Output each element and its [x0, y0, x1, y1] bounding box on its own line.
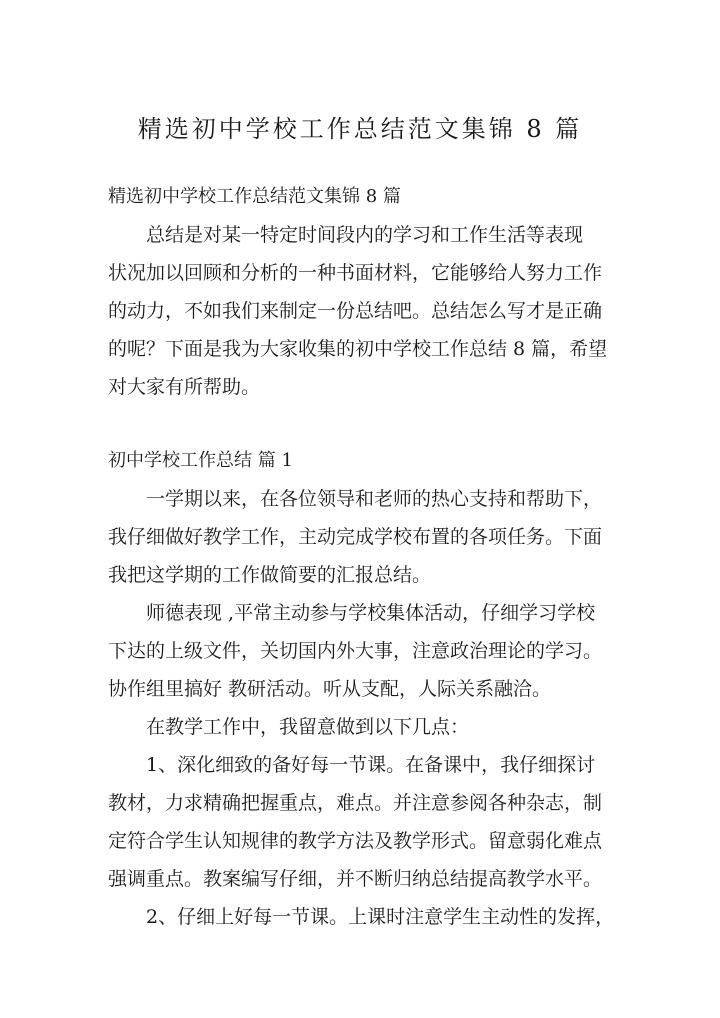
- text-line: 师德表现 ,平常主动参与学校集体活动，仔细学习学校: [108, 602, 596, 624]
- text-line: 教材，力求精确把握重点，难点。并注意参阅各种杂志，制: [108, 792, 603, 814]
- paragraph-1: [108, 480, 618, 594]
- text-line: 在教学工作中，我留意做到以下几点：: [108, 716, 470, 738]
- document-title: 精选初中学校工作总结范文集锦 8 篇: [137, 115, 583, 143]
- text-line: 2、仔细上好每一节课。上课时注意学生主动性的发挥，: [108, 906, 615, 928]
- text-line: 强调重点。教案编写仔细，并不断归纳总结提高教学水平。: [108, 868, 603, 890]
- text-line: 总结是对某一特定时间段内的学习和工作生活等表现: [108, 224, 584, 246]
- paragraph-3: [108, 708, 618, 746]
- text-line: 状况加以回顾和分析的一种书面材料，它能够给人努力工作: [108, 262, 603, 284]
- text-line: 协作组里搞好 教研活动。听从支配，人际关系融洽。: [108, 678, 552, 700]
- text-line: 定符合学生认知规律的教学方法及教学形式。留意弱化难点: [108, 830, 603, 852]
- section-heading: 初中学校工作总结 篇 1: [108, 450, 293, 471]
- text-line: 下达的上级文件，关切国内外大事，注意政治理论的学习。: [108, 640, 603, 662]
- text-line: 的动力，不如我们来制定一份总结吧。总结怎么写才是正确: [108, 300, 603, 322]
- paragraph-4: [108, 746, 618, 898]
- document-subtitle: 精选初中学校工作总结范文集锦 8 篇: [108, 186, 401, 207]
- text-line: 一学期以来，在各位领导和老师的热心支持和帮助下，: [108, 488, 603, 510]
- text-line: 我仔细做好教学工作，主动完成学校布置的各项任务。下面: [108, 526, 603, 548]
- document-body: [108, 178, 618, 936]
- spacer: [108, 406, 618, 442]
- text-line: 我把这学期的工作做简要的汇报总结。: [108, 564, 432, 586]
- text-line: 1、深化细致的备好每一节课。在备课中，我仔细探讨: [108, 754, 596, 776]
- paragraph-2: [108, 594, 618, 708]
- paragraph-5: [108, 898, 618, 936]
- text-line: 的呢？下面是我为大家收集的初中学校工作总结 8 篇，希望: [108, 338, 608, 360]
- intro-paragraph: [108, 216, 618, 406]
- text-line: 对大家有所帮助。: [108, 376, 261, 398]
